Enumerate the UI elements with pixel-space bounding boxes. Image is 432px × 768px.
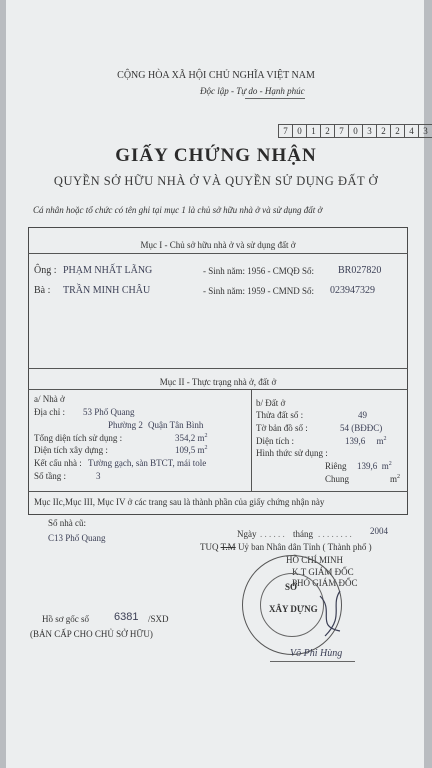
motto: Độc lập - Tự do - Hạnh phúc xyxy=(200,86,305,96)
owner2-name: TRẦN MINH CHÂU xyxy=(63,285,151,296)
address-label: Địa chỉ : xyxy=(34,407,65,417)
land-area-value: 139,6 $m^2$ xyxy=(345,436,387,446)
serial-number xyxy=(278,124,432,138)
authority-city: HỒ CHÍ MINH xyxy=(286,555,343,565)
intro-text: Cá nhân hoặc tổ chức có tên ghi tại mục 1 là chủ sở hữu nhà ở và sử dụng đất ở xyxy=(33,205,323,215)
column-divider xyxy=(251,389,252,491)
divider xyxy=(28,368,408,369)
private-value: 139,6 $m^2$ xyxy=(357,461,392,471)
serial-digit: 7 xyxy=(335,125,349,137)
serial-digit: 1 xyxy=(307,125,321,137)
authority-director: K.T GIÁM ĐỐC xyxy=(292,567,354,577)
seal-top-text: SỞ xyxy=(285,582,298,592)
map-label: Tờ bản đồ số : xyxy=(256,423,308,433)
divider xyxy=(28,253,408,254)
document-title: GIẤY CHỨNG NHẬN xyxy=(115,145,317,166)
land-area-label: Diện tích : xyxy=(256,436,294,446)
serial-digit: 2 xyxy=(321,125,335,137)
signer-name: Võ Phi Hùng xyxy=(290,648,343,659)
total-area-label: Tổng diện tích sử dụng : xyxy=(34,433,123,443)
document-subtitle: QUYỀN SỞ HỮU NHÀ Ở VÀ QUYỀN SỬ DỤNG ĐẤT Ở xyxy=(53,174,379,188)
serial-digit: 2 xyxy=(377,125,391,137)
authority-deputy: PHÓ GIÁM ĐỐC xyxy=(292,578,358,588)
private-label: Riêng xyxy=(325,461,347,471)
date-dots: . . . . . . . . xyxy=(318,529,352,539)
owner2-prefix: Bà : xyxy=(34,285,51,296)
authority-line: TUQ T.M Uỷ ban Nhân dân Tỉnh ( Thành phố ) xyxy=(200,542,372,552)
old-number-label: Số nhà cũ: xyxy=(48,518,86,528)
divider xyxy=(28,491,408,492)
owner2-birth: - Sinh năm: 1959 - CMND Số: xyxy=(203,286,315,296)
copy-note: (BẢN CẤP CHO CHỦ SỞ HỮU) xyxy=(30,629,153,639)
file-number-value: 6381 xyxy=(114,611,139,623)
file-number-label: Hồ sơ gốc số xyxy=(42,614,90,624)
date-month-label: tháng xyxy=(293,529,313,539)
map-value: 54 (BĐĐC) xyxy=(340,423,383,433)
parcel-value: 49 xyxy=(358,410,367,420)
serial-digit: 0 xyxy=(349,125,363,137)
owner1-name: PHẠM NHẤT LÃNG xyxy=(63,265,153,276)
motto-underline xyxy=(245,98,305,99)
structure-label: Kết cấu nhà : xyxy=(34,458,82,468)
divider xyxy=(28,389,408,390)
owner2-id: 023947329 xyxy=(330,285,375,296)
owner1-id: BR027820 xyxy=(338,265,382,276)
section2-heading: Mục II - Thực trạng nhà ở, đất ở xyxy=(159,377,277,387)
serial-digit: 4 xyxy=(405,125,419,137)
section1-heading: Mục I - Chủ sở hữu nhà ở và sử dụng đất ở xyxy=(140,240,296,250)
structure-value: Tường gạch, sàn BTCT, mái tole xyxy=(88,458,207,468)
owner1-prefix: Ông : xyxy=(34,265,57,276)
owner1-birth: - Sinh năm: 1956 - CMQĐ Số: xyxy=(203,266,315,276)
date-year: 2004 xyxy=(370,526,388,536)
serial-digit: 2 xyxy=(391,125,405,137)
shared-label: Chung xyxy=(325,474,350,484)
shared-unit: $m^2$ xyxy=(390,474,401,484)
seal-bottom-text: XÂY DỰNG xyxy=(269,604,318,614)
land-heading: b/ Đất ở xyxy=(256,398,286,408)
serial-digit: 7 xyxy=(279,125,293,137)
built-area-label: Diện tích xây dựng : xyxy=(34,445,108,455)
built-area-value: 109,5 $m^2$ xyxy=(175,445,208,455)
country-heading: CỘNG HÒA XÃ HỘI CHỦ NGHĨA VIỆT NAM xyxy=(117,70,315,81)
floors-label: Số tầng : xyxy=(34,471,67,481)
use-label: Hình thức sử dụng : xyxy=(256,448,328,458)
signature-icon xyxy=(300,586,360,646)
address-ward: Phường 2 xyxy=(108,420,143,430)
floors-value: 3 xyxy=(96,471,101,481)
file-number-suffix: /SXD xyxy=(148,614,169,624)
serial-digit: 3 xyxy=(363,125,377,137)
parcel-label: Thửa đất số : xyxy=(256,410,304,420)
address-street: 53 Phố Quang xyxy=(83,407,135,417)
total-area-value: 354,2 $m^2$ xyxy=(175,433,208,443)
signer-underline xyxy=(270,661,355,662)
address-district: Quận Tân Bình xyxy=(148,420,204,430)
date-dots: . . . . . . xyxy=(260,529,285,539)
footer-note: Mục IIc,Mục III, Mục IV ở các trang sau là thành phần của giấy chứng nhận này xyxy=(34,497,325,507)
house-heading: a/ Nhà ở xyxy=(34,394,65,404)
old-number-value: C13 Phố Quang xyxy=(48,533,106,543)
date-day-label: Ngày xyxy=(237,529,257,539)
serial-digit: 0 xyxy=(293,125,307,137)
serial-digit: 3 xyxy=(423,126,428,136)
